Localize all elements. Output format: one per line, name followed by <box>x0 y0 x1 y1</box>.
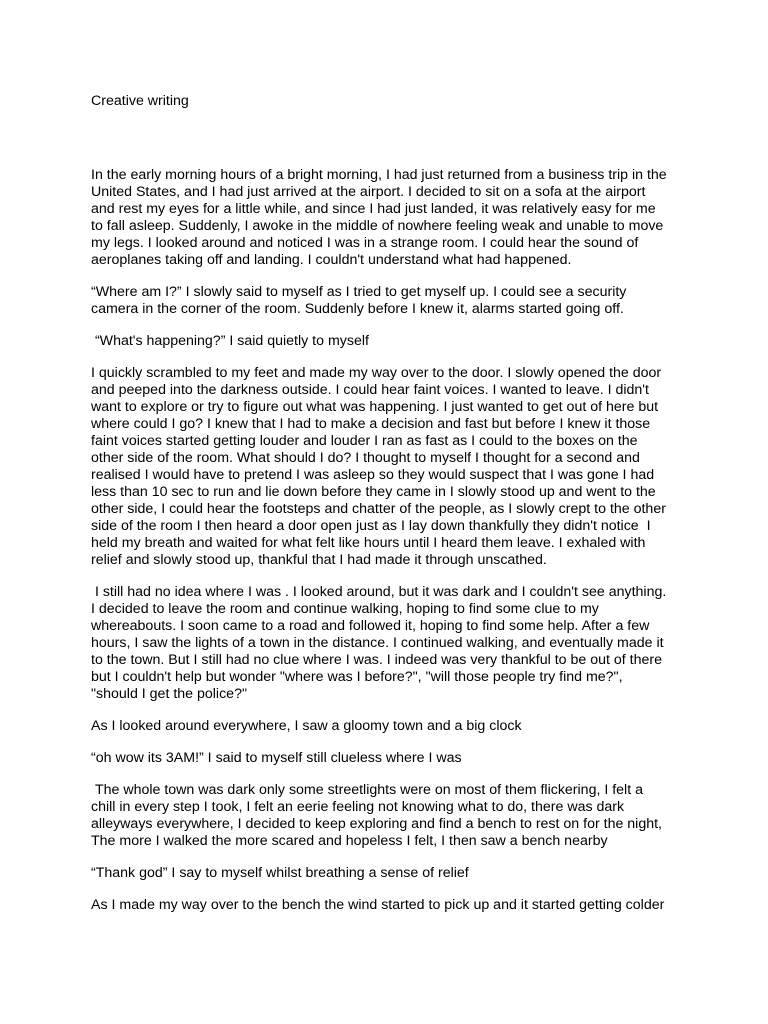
paragraph: “Where am I?” I slowly said to myself as I tried to get myself up. I could see a security camera in the corner of the room. Suddenly before I knew it, alarms started going off. <box>91 284 627 317</box>
document-body <box>91 167 691 929</box>
paragraph: I still had no idea where I was . I looked around, but it was dark and I couldn't see anything. I decided to leave the room and continue walking, hoping to find some clue to my whereabouts. I soon came to a road and followed it, hoping to find some help. After a few hours, I saw the lights of a town in the distance. I continued walking, and eventually made it to the town. But I still had no clue where I was. I indeed was very thankful to be out of there but I couldn't help but wonder "where was I before?", "will those people try find me?", "should I get the police?" <box>91 584 667 702</box>
paragraph: The whole town was dark only some streetlights were on most of them flickering, I felt a chill in every step I took, I felt an eerie feeling not knowing what to do, there was dark alleyways everywhere, I decided to keep exploring and find a bench to rest on for the night, The more I walked the more scared and hopeless I felt, I then saw a bench nearby <box>91 782 662 849</box>
paragraph: “What's happening?” I said quietly to myself <box>91 333 369 349</box>
paragraph: “oh wow its 3AM!” I said to myself still clueless where I was <box>91 750 462 766</box>
paragraph: I quickly scrambled to my feet and made my way over to the door. I slowly opened the door and peeped into the darkness outside. I could hear faint voices. I wanted to leave. I didn't want to explore or try to figure out what was happening. I just wanted to get out of here but where could I go? I knew that I had to make a decision and fast but before I knew it those faint voices started getting louder and louder I ran as fast as I could to the boxes on the other side of the room. What should I do? I thought to myself I thought for a second and realised I would have to pretend I was asleep so they would suspect that I was gone I had less than 10 sec to run and lie down before they came in I slowly stood up and went to the other side, I could hear the footsteps and chatter of the people, as I slowly crept to the other side of the room I then heard a door open just as I lay down thankfully they didn't notice I held my breath and waited for what felt like hours until I heard them leave. I exhaled with relief and slowly stood up, thankful that I had made it through unscathed. <box>91 365 666 568</box>
document-title: Creative writing <box>91 93 189 109</box>
paragraph: As I looked around everywhere, I saw a gloomy town and a big clock <box>91 718 522 734</box>
paragraph: As I made my way over to the bench the wind started to pick up and it started getting colder <box>91 897 665 913</box>
paragraph: In the early morning hours of a bright morning, I had just returned from a business trip in the United States, and I had just arrived at the airport. I decided to sit on a sofa at the airport and rest my eyes for a little while, and since I had just landed, it was relatively easy for me to fall asleep. Suddenly, I awoke in the middle of nowhere feeling weak and unable to move my legs. I looked around and noticed I was in a strange room. I could hear the sound of aeroplanes taking off and landing. I couldn't understand what had happened. <box>91 167 667 268</box>
paragraph: “Thank god” I say to myself whilst breathing a sense of relief <box>91 865 469 881</box>
